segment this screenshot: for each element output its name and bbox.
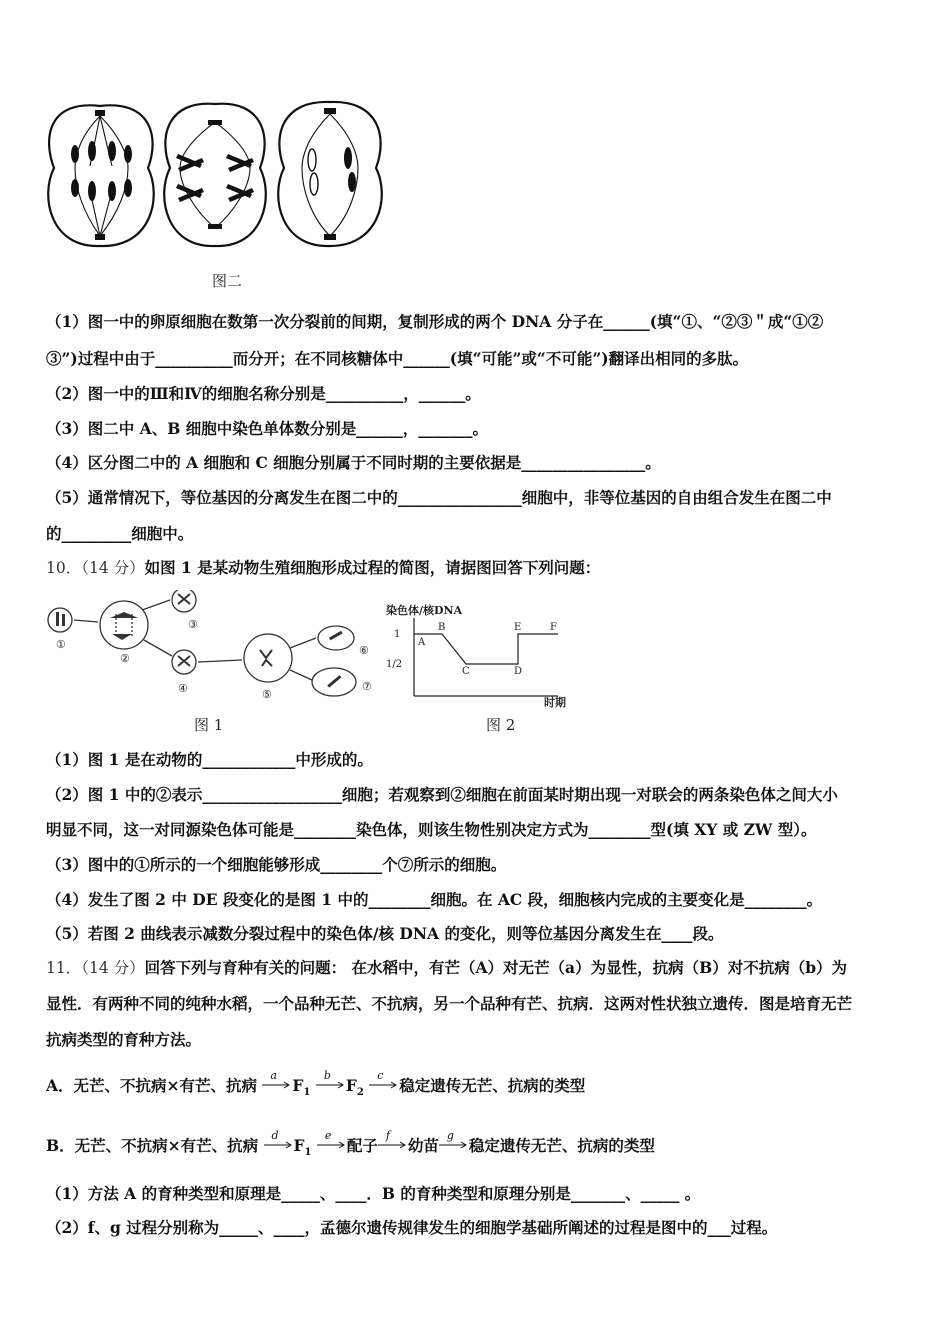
q10-line-6: （5）若图 2 曲线表示减数分裂过程中的染色体/核 DNA 的变化，则等位基因分离发生在____段。 — [46, 924, 724, 943]
q9-line-5: （4）区分图二中的 A 细胞和 C 细胞分别属于不同时期的主要依据是________________。 — [46, 453, 661, 472]
method-b-suffix: 稳定遗传无芒、抗病的类型 — [468, 1136, 655, 1155]
method-a-suffix: 稳定遗传无芒、抗病的类型 — [399, 1076, 586, 1095]
arrow-g — [439, 1129, 469, 1156]
method-b — [46, 1129, 655, 1163]
q11-heading — [46, 958, 847, 978]
q9-line-2: ③”)过程中由于__________而分开；在不同核糖体中______(填“可能”或“不可能”)翻译出相同的多肽。 — [46, 349, 749, 368]
fig1-label-7: ⑦ — [362, 680, 372, 693]
q9-line-6: （5）通常情况下，等位基因的分离发生在图二中的________________细胞中，非等位基因的自由组合发生在图二中 — [46, 488, 832, 507]
arrow-b — [316, 1069, 346, 1096]
fig1-label-6: ⑥ — [359, 644, 369, 657]
fig1-label-3: ③ — [188, 618, 198, 631]
fig1-label-2: ② — [120, 652, 130, 665]
arrow-d-label: d — [271, 1129, 279, 1142]
q10-number: 10．（14 分） — [46, 559, 145, 577]
q9-line-1: （1）图一中的卵原细胞在数第一次分裂前的间期，复制形成的两个 DNA 分子在______(填“①、“②③＂成“①② — [46, 312, 824, 331]
fig1-label-1: ① — [56, 638, 66, 651]
method-b-f1: $F_1$ — [293, 1136, 312, 1159]
q11-line-3: 抗病类型的育种方法。 — [46, 1030, 202, 1049]
q11-line-2: 显性．有两种不同的纯种水稻，一个品种无芒、不抗病，另一个品种有芒、抗病．这两对性状独立遗传．图是培育无芒 — [46, 994, 853, 1013]
q9-line-3: （2）图一中的Ⅲ和Ⅳ的细胞名称分别是__________，______。 — [46, 384, 481, 403]
figure-two-caption: 图二 — [212, 272, 243, 290]
fig1-label-4: ④ — [178, 682, 188, 695]
chart-point-a: A — [418, 637, 426, 648]
chart-point-f: F — [550, 622, 557, 633]
figure-2-chart — [378, 600, 598, 720]
chart-point-d: D — [514, 666, 523, 677]
chart-ytick-1: 1 — [394, 629, 401, 640]
chart-ytick-half: 1/2 — [386, 659, 403, 670]
q9-line-4: （3）图二中 A、B 细胞中染色单体数分别是______，_______。 — [46, 419, 488, 438]
arrow-g-label: g — [446, 1129, 454, 1142]
method-a-prefix: A．无芒、不抗病×有芒、抗病 — [46, 1076, 258, 1095]
arrow-a — [262, 1069, 292, 1096]
q10-line-2: （2）图 1 中的②表示__________________细胞；若观察到②细胞在前面某时期出现一对联会的两条染色体之间大小 — [46, 785, 838, 804]
method-a-f2: $F_2$ — [345, 1076, 364, 1099]
method-b-peizi: 配子 — [346, 1136, 378, 1155]
q11-prompt: 回答下列与育种有关的问题： 在水稻中，有芒（A）对无芒（a）为显性，抗病（B）对不抗病（b）为 — [144, 958, 848, 977]
q10-line-4: （3）图中的①所示的一个细胞能够形成________个⑦所示的细胞。 — [46, 855, 507, 874]
q9-line-7: 的_________细胞中。 — [46, 524, 194, 543]
arrow-e-label: e — [324, 1129, 332, 1142]
arrow-f — [378, 1129, 408, 1156]
method-b-youmiao: 幼苗 — [407, 1136, 439, 1155]
chart-curve — [414, 634, 558, 664]
figure-two-cells — [40, 96, 390, 256]
q10-line-3: 明显不同，这一对同源染色体可能是________染色体，则该生物性别决定方式为________型(填 XY 或 ZW 型）。 — [46, 820, 817, 839]
chart-point-e: E — [514, 622, 522, 633]
arrow-f-label: f — [385, 1129, 390, 1142]
chart-xlabel: 时期 — [544, 696, 566, 709]
method-a-f1: $F_1$ — [292, 1076, 311, 1099]
arrow-c-label: c — [377, 1069, 384, 1082]
method-b-prefix: B．无芒、不抗病×有芒、抗病 — [46, 1136, 259, 1155]
q11-number: 11．（14 分） — [46, 959, 145, 977]
chart-ylabel: 染色体/核DNA — [386, 604, 463, 617]
fig1-label-5: ⑤ — [262, 688, 272, 701]
q10-heading — [46, 558, 600, 578]
arrow-c — [369, 1069, 399, 1096]
arrow-a-label: a — [270, 1069, 277, 1082]
q10-line-1: （1）图 1 是在动物的____________中形成的。 — [46, 750, 373, 769]
figure-1-gamete-diagram — [44, 590, 384, 710]
chart-point-b: B — [438, 622, 446, 633]
arrow-d — [264, 1129, 294, 1156]
chart-point-c: C — [462, 666, 470, 677]
arrow-b-label: b — [323, 1069, 331, 1082]
q11-sub-2: （2）f、g 过程分别称为_____、____，孟德尔遗传规律发生的细胞学基础所阐述的过程是图中的___过程。 — [46, 1218, 778, 1237]
method-a — [46, 1069, 586, 1103]
q10-prompt: 如图 1 是某动物生殖细胞形成过程的简图，请据图回答下列问题： — [144, 558, 601, 577]
q11-sub-1: （1）方法 A 的育种类型和原理是_____、____．B 的育种类型和原理分别是_______、_____ 。 — [46, 1184, 701, 1203]
figure-2-caption: 图 2 — [486, 716, 516, 734]
q10-line-5: （4）发生了图 2 中 DE 段变化的是图 1 中的________细胞。在 AC 段，细胞核内完成的主要变化是________。 — [46, 890, 823, 909]
figure-1-caption: 图 1 — [194, 716, 224, 734]
arrow-e — [317, 1129, 347, 1156]
